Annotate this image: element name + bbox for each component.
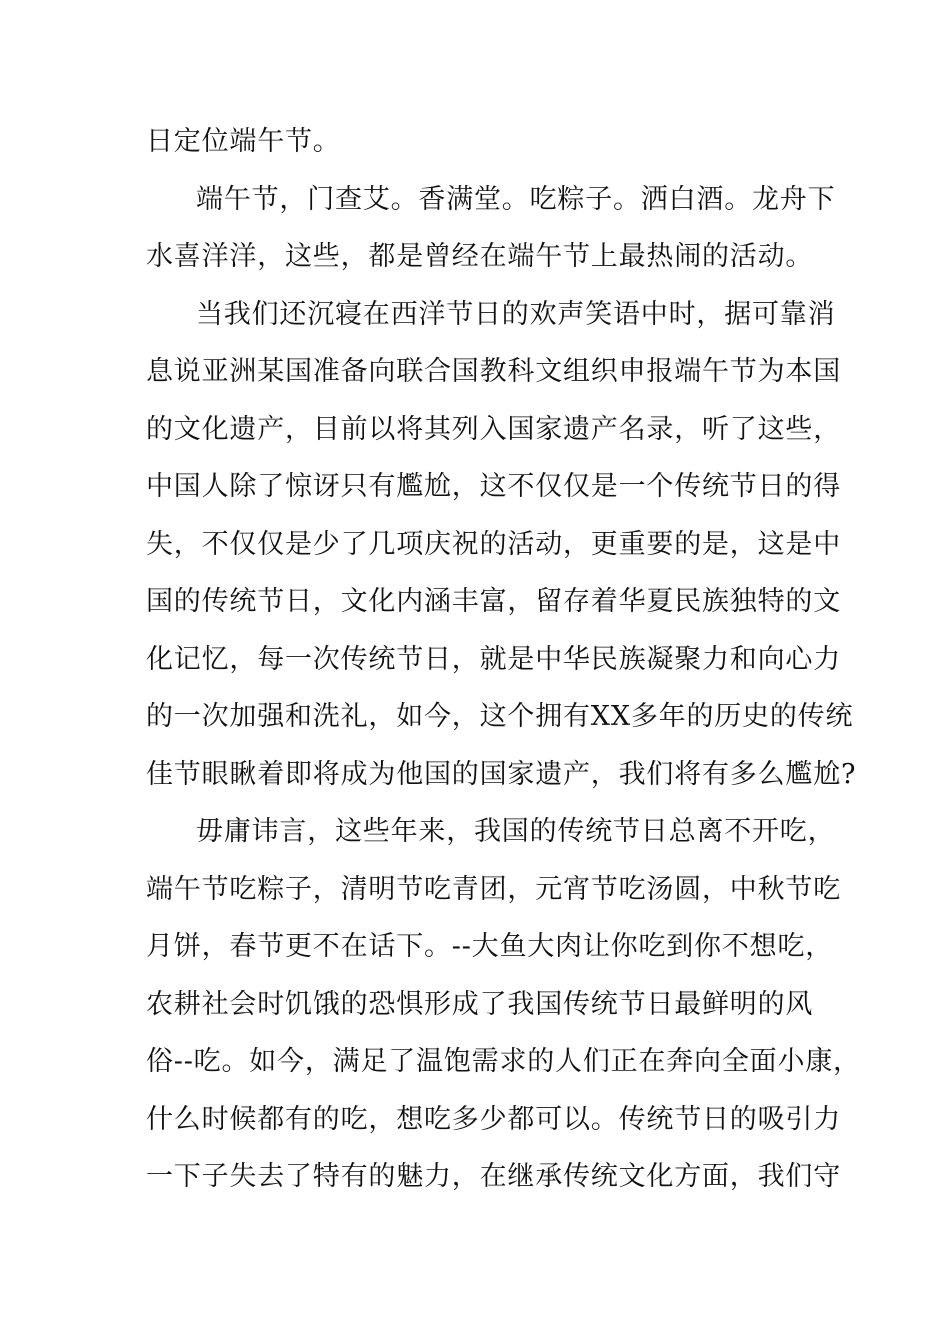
text-line: 月饼，春节更不在话下。--大鱼大肉让你吃到你不想吃，: [146, 931, 834, 962]
text-line: 日定位端午节。: [146, 126, 341, 157]
text-line: 的一次加强和洗礼，如今，这个拥有XX多年的历史的传统: [146, 701, 854, 732]
text-line: 化记忆，每一次传统节日，就是中华民族凝聚力和向心力: [146, 644, 841, 675]
text-line: 毋庸讳言，这些年来，我国的传统节日总离不开吃，: [196, 816, 836, 847]
text-line: 的文化遗产，目前以将其列入国家遗产名录，听了这些，: [146, 414, 841, 445]
text-line: 水喜洋洋，这些，都是曾经在端午节上最热闹的活动。: [146, 241, 814, 272]
text-line: 当我们还沉寝在西洋节日的欢声笑语中时，据可靠消: [196, 299, 836, 330]
text-line: 国的传统节日，文化内涵丰富，留存着华夏民族独特的文: [146, 586, 841, 617]
text-line: 失，不仅仅是少了几项庆祝的活动，更重要的是，这是中: [146, 529, 841, 560]
text-line: 一下子失去了特有的魅力，在继承传统文化方面，我们守: [146, 1161, 841, 1192]
text-line: 俗--吃。如今，满足了温饱需求的人们正在奔向全面小康，: [146, 1046, 861, 1077]
text-line: 农耕社会时饥饿的恐惧形成了我国传统节日最鲜明的风: [146, 989, 814, 1020]
text-line: 中国人除了惊讶只有尷尬，这不仅仅是一个传统节日的得: [146, 471, 841, 502]
text-line: 息说亚洲某国准备向联合国教科文组织申报端午节为本国: [146, 356, 841, 387]
text-line: 端午节，门查艾。香满堂。吃粽子。洒白酒。龙舟下: [196, 184, 836, 215]
text-line: 端午节吃粽子，清明节吃青团，元宵节吃汤圆，中秋节吃: [146, 874, 841, 905]
text-line: 佳节眼瞅着即将成为他国的国家遗产，我们将有多么尷尬?: [146, 759, 857, 790]
text-line: 什么时候都有的吃，想吃多少都可以。传统节日的吸引力: [146, 1104, 841, 1135]
